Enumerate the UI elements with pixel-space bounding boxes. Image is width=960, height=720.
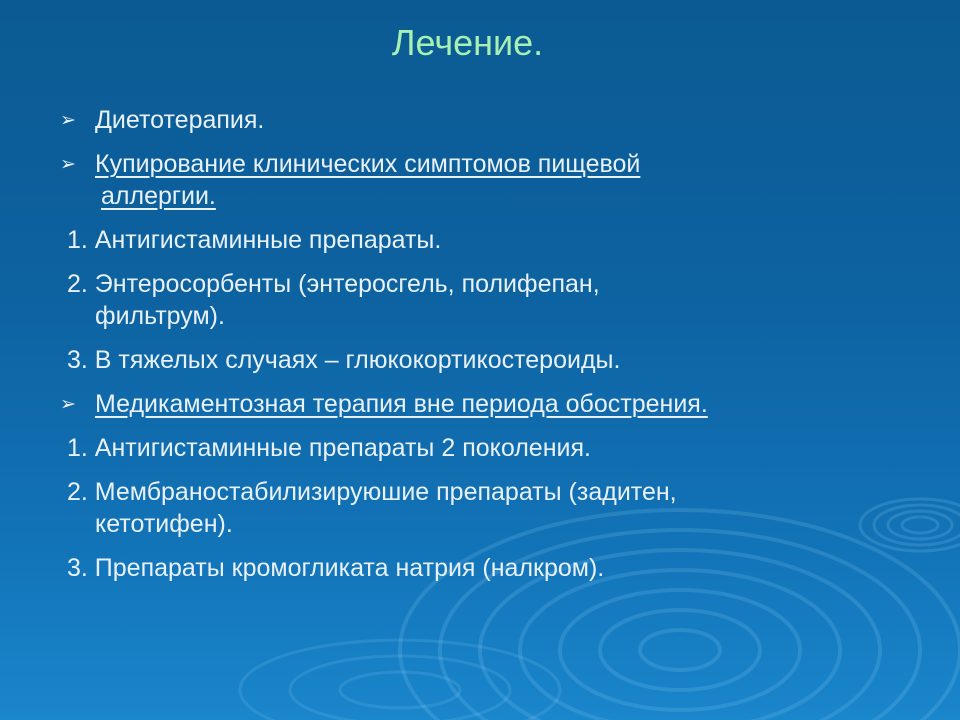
chevron-arrow-icon: ➢ bbox=[60, 154, 76, 175]
treatment-list bbox=[0, 104, 960, 584]
slide-title: Лечение. bbox=[391, 22, 544, 63]
item-text: Диетотерапия. bbox=[95, 106, 265, 134]
list-item bbox=[0, 148, 835, 212]
item-text: Медикаментозная терапия вне периода обострения. bbox=[95, 390, 708, 418]
chevron-arrow-icon: ➢ bbox=[60, 394, 76, 415]
item-text-continuation: фильтрум). bbox=[95, 302, 225, 330]
item-text: 1. Антигистаминные препараты 2 поколения. bbox=[67, 434, 591, 462]
list-item bbox=[0, 104, 835, 136]
item-text: Купирование клинических симптомов пищевой bbox=[95, 150, 641, 178]
item-text-continuation: аллергии. bbox=[101, 182, 216, 210]
item-text-continuation: кетотифен). bbox=[95, 510, 233, 538]
item-text: 3. Препараты кромогликата натрия (налкром). bbox=[67, 554, 605, 582]
list-item bbox=[0, 432, 867, 464]
item-text: 1. Антигистаминные препараты. bbox=[67, 226, 442, 254]
list-item bbox=[0, 388, 895, 420]
list-item bbox=[0, 552, 867, 584]
chevron-arrow-icon: ➢ bbox=[60, 110, 76, 131]
list-item bbox=[0, 268, 867, 332]
list-item bbox=[0, 224, 867, 256]
item-text: 2. Мембраностабилизируюшие препараты (задитен, bbox=[67, 478, 677, 506]
item-text: 2. Энтеросорбенты (энтеросгель, полифепан, bbox=[67, 270, 600, 298]
list-item bbox=[0, 344, 867, 376]
list-item bbox=[0, 476, 867, 540]
item-text: 3. В тяжелых случаях – глюкокортикостероиды. bbox=[67, 346, 621, 374]
